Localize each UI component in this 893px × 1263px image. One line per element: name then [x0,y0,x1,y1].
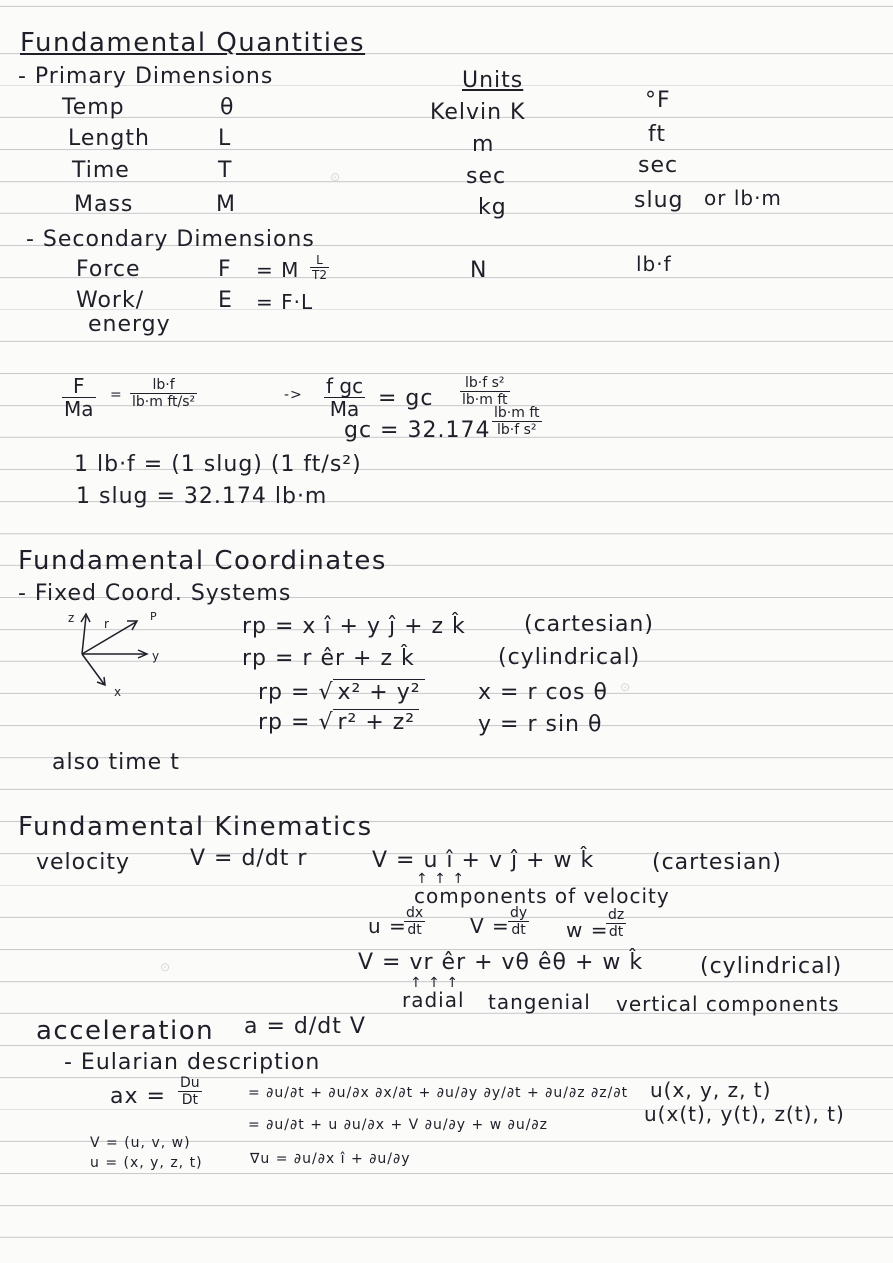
temp-name: Temp [62,95,125,120]
u-func-1: u(x, y, z, t) [650,1078,772,1102]
frac-fgc-den: Ma [329,397,360,421]
primary-label: - Primary Dimensions [18,64,274,89]
ax-frac-num: Du [180,1075,200,1091]
rp-eq-2-lhs: rp = [258,710,311,735]
temp-symbol: θ [220,95,235,120]
u-func-3: u = (x, y, z, t) [90,1155,203,1171]
w-frac-den: dt [608,924,624,940]
ax-lhs: ax = [110,1084,166,1109]
axis-y-label: y [152,649,160,663]
u-lhs: u = [368,914,407,938]
ax-frac-den: Dt [181,1092,198,1108]
force-name: Force [76,257,141,282]
mass-eng-alt: or lb·m [704,186,782,210]
acceleration-label: acceleration [36,1016,215,1046]
r-vector-arrowhead [127,621,137,630]
watermark: ⊙ [327,168,343,186]
axis-p-label: P [150,610,157,623]
secondary-label: - Secondary Dimensions [26,227,315,252]
temp-eng: °F [645,88,671,113]
radial-label: radial [402,988,465,1012]
v-frac-den: dt [511,922,526,938]
ax-terms: = ∂u/∂t + ∂u/∂x ∂x/∂t + ∂u/∂y ∂y/∂t + ∂u/∂z ∂z/∂t [248,1085,629,1101]
arrow: -> [284,387,303,403]
units-label: Units [462,68,524,93]
vec-v: V = (u, v, w) [90,1135,191,1151]
cyl-arrows: ↑ ↑ ↑ [410,975,460,991]
z-axis-line [82,616,86,654]
v-cylindrical: V = vr êr + vθ êθ + w k̂ [358,950,644,975]
watermark: ⊙ [617,678,633,696]
force-symbol: F [218,257,232,282]
sqrt-symbol-1: √ [318,680,334,705]
rp-eq-2 [258,712,419,734]
mass-symbol: M [216,192,236,217]
v-frac-num: dy [510,905,528,921]
eq-cylindrical: rp = r êr + z k̂ [242,646,415,671]
u-func-2: u(x(t), y(t), z(t), t) [644,1102,845,1126]
w-frac-num: dz [608,907,625,923]
force-fraction [310,254,329,281]
force-si: N [470,258,488,283]
velocity-label: velocity [36,850,130,875]
force-eq: = M [256,258,300,282]
gradient-eq: ∇u = ∂u/∂x î + ∂u/∂y [250,1151,411,1167]
frac-fgc-num: f gc [326,374,364,398]
force-frac-num: L [310,254,329,268]
rp-eq-1 [258,682,425,704]
r-vector-line [82,622,136,654]
frac-gc-value-units [492,406,542,437]
x-axis-line [82,654,104,684]
mass-si: kg [478,195,507,220]
frac-gc-units-den: lb·m ft [462,392,508,408]
axes-sketch [64,606,174,701]
time-name: Time [72,158,130,183]
heading-kinematics: Fundamental Kinematics [18,812,373,842]
heading-coordinates: Fundamental Coordinates [18,546,387,576]
work-eq: = F·L [256,290,314,314]
v-cartesian: V = u î + v ĵ + w k̂ [372,848,595,873]
w-lhs: w = [566,918,609,942]
axis-r-label: r [104,617,109,631]
heading-quantities: Fundamental Quantities [20,28,366,58]
frac-f-ma-num: F [62,376,96,398]
gc-value: gc = 32.174 [344,418,491,443]
mass-name: Mass [74,192,134,217]
u-frac-den: dt [407,922,422,938]
frac-gc-units-num: lb·f s² [460,376,510,392]
force-frac-den: T2 [312,268,327,282]
v-def: V = d/dt r [190,846,308,871]
v-cylindrical-note: (cylindrical) [700,954,843,979]
rp-eq-2-radicand: r² + z² [333,709,419,735]
rp-eq-1-radicand: x² + y² [333,679,424,705]
y-eq: y = r sin θ [478,712,603,737]
length-symbol: L [218,126,232,151]
x-eq: x = r cos θ [478,680,608,705]
time-symbol: T [218,158,233,183]
components-note: components of velocity [414,884,670,908]
u-frac-num: dx [406,905,424,921]
frac-gc-units [460,376,510,407]
slug-lbm-line: 1 slug = 32.174 lb·m [76,484,328,509]
frac-lbf-num: lb·f [130,378,197,394]
work-name2: energy [88,312,171,337]
component-arrows: ↑ ↑ ↑ [416,871,466,887]
eq-cartesian: rp = x î + y ĵ + z k̂ [242,614,466,639]
sqrt-symbol-2: √ [318,710,334,735]
ax-frac [178,1076,202,1107]
frac-lbf [130,378,197,409]
length-name: Length [68,126,150,151]
frac-f-ma-den: Ma [64,397,94,421]
axis-x-label: x [114,685,122,699]
frac-gcv-num: lb·m ft [494,405,540,421]
v-frac [508,906,529,937]
eq-cartesian-note: (cartesian) [524,612,654,637]
length-si: m [472,132,495,157]
u-frac [404,906,425,937]
v-cartesian-note: (cartesian) [652,850,782,875]
tangential-label: tangenial [488,990,591,1014]
length-eng: ft [648,122,666,147]
force-eng: lb·f [636,252,672,276]
vertical-label: vertical components [616,992,840,1016]
fixed-coord-label: - Fixed Coord. Systems [18,581,292,606]
frac-fgc-ma [324,376,365,419]
watermark: ⊙ [157,958,173,976]
time-eng: sec [638,153,679,178]
a-def: a = d/dt V [244,1014,366,1039]
work-name: Work/ [76,288,145,313]
eq-cylindrical-note: (cylindrical) [498,645,641,670]
also-time: also time t [52,750,180,775]
gc-eq: = gc [378,386,434,411]
frac-gcv-den: lb·f s² [496,422,537,438]
lbf-slug-line: 1 lb·f = (1 slug) (1 ft/s²) [74,452,362,477]
frac-lbf-den: lb·m ft/s² [132,394,196,410]
v-lhs: V = [470,914,510,938]
ax-terms-2: = ∂u/∂t + u ∂u/∂x + V ∂u/∂y + w ∂u/∂z [248,1117,549,1133]
temp-si: Kelvin K [430,100,526,125]
eularian-label: - Eularian description [64,1050,321,1075]
mass-eng: slug [634,188,684,213]
rp-eq-1-lhs: rp = [258,680,311,705]
frac-f-ma [62,376,96,419]
time-si: sec [466,164,507,189]
w-frac [606,908,626,939]
axis-z-label: z [68,611,75,625]
eq-sign-1: = [110,387,123,403]
work-symbol: E [218,288,233,313]
